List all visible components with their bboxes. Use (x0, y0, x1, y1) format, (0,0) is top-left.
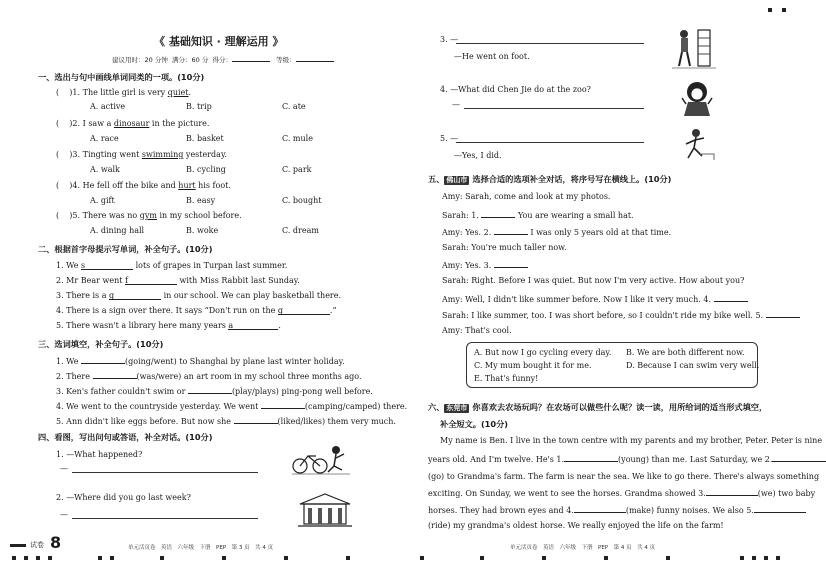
fill-item: 2. Mr Bear went f with Miss Rabbit last Sunday. (56, 276, 300, 285)
question-5: 5. — (440, 134, 459, 143)
region-tag: 东莞市 (446, 404, 468, 412)
dialogue-line: Amy: Well, I didn't like summer before. Now I like it very much. 4. (442, 293, 748, 305)
option: B. We are both different now. (626, 348, 745, 357)
section-2-heading: 二、根据首字母提示写单词，补全句子。(10分) (38, 244, 213, 254)
fill-item: 5. There wasn't a library here many years a . (56, 321, 281, 330)
section-3-heading: 三、选词填空，补全句子。(10分) (38, 339, 164, 349)
passage-line: (go) to Grandma's farm. The farm is near the sea. We like to go there. There's always something (428, 472, 820, 481)
option: D. Because I can swim very well. (626, 361, 760, 370)
girl-zoo-image (682, 80, 712, 118)
footer-text: 单元活页卷 英语 六年级 下册 PEP 第 3 页 共 4 页 (128, 545, 274, 551)
passage-line: years old. And I'm twelve. He's 1. (young) than me. Last Saturday, we 2. (428, 453, 826, 465)
dialogue-line: Sarah: I like summer, too. I was short before, so I couldn't ride my bike well. 5. (442, 309, 800, 321)
question-4: 4. —What did Chen Jie do at the zoo? (440, 85, 591, 94)
test-meta: 建议用时：20 分钟 满分：60 分 得分： 等级： (112, 53, 334, 65)
section-title: 《 基础知识 · 理解运用 》 (154, 35, 284, 48)
dialogue-line: Amy: Yes. 2. I was only 5 years old at that time. (442, 228, 672, 237)
section-1-heading: 一、选出与句中画线单词同类的一项。(10分) (38, 72, 205, 82)
choice-item: 3. Ken's father couldn't swim or (play/plays) ping-pong well before. (56, 387, 373, 396)
fill-item: 1. We s lots of grapes in Turpan last summer. (56, 261, 288, 270)
passage-line: My name is Ben. I live in the town centre with my parents and my brother, Peter. Peter is nine (440, 436, 823, 445)
page-badge: 8 (50, 533, 62, 552)
footer-text: 单元活页卷 英语 六年级 下册 PEP 第 4 页 共 4 页 (510, 545, 656, 551)
section-4-heading: 四、看图，写出问句或答语，补全对话。(10分) (38, 432, 213, 442)
passage-line: (ride) my grandma's oldest horse. We really enjoyed the life on the farm! (428, 521, 724, 530)
question-3: 3. — (440, 35, 459, 44)
question-1: 1. —What happened? (56, 450, 143, 459)
building-image (296, 492, 354, 528)
passage-line: horses. They had brown eyes and 4. (make) funny noises. We also 5. (428, 504, 806, 516)
right-page: 3. — —He went on foot. 4. —What did Chen Jie do at the zoo? — 5. — —Yes, I did. 五、 佛山市 选择合适的选项补全对话，将序号写在横线上。(10分) Amy: Sarah, come and look at my photos. Sarah: 1. You are wearing a small hat. Amy: Yes. 2. I was only 5 years old at that time. Sarah: You're much taller now. Amy: Yes. 3. Sarah: Right. Before I was quiet. But now I'm very active. How about you? Amy: Well, I didn't like summer before. Now I like it very much. 4. Sarah: I like summer, too. I was short before, so I couldn't ride my bike well. 5. Amy: That's cool. A. But now I go cycling every day. B. We are both different now. C. My mum bought it for me. D. Because I can swim very well. E. That's funny! 六、 东莞市 你喜欢去农场玩吗？在农场可以做些什么呢？读一读，用所给词的适当形式填空， 补全短文。(10分) My name is Ben. I live in the town centre with my parents and my brother, Peter. Peter is nine years old. And I'm twelve. He's 1. (young) than me. Last Saturday, we 2. (go) to Grandma's farm. The farm is near the sea. We like to go there. There's always something exciting. On Sunday, we went to see the horses. Grandma showed 3. (we) two baby horses. They had brown eyes and 4. (make) funny noises. We also 5. (ride) my grandma's oldest horse. We really enjoyed the life on the farm! 单元活页卷 英语 六年级 下册 PEP 第 4 页 共 4 页 (400, 0, 800, 566)
dialogue-line: Amy: Sarah, come and look at my photos. (442, 192, 611, 201)
walking-boy-image (672, 28, 716, 70)
left-page: 《 基础知识 · 理解运用 》 建议用时：20 分钟 满分：60 分 得分： 等级： 一、选出与句中画线单词同类的一项。(10分) ( )1. The little girl is very quiet. A. active B. trip C. ate ( )2. I saw a dinosaur in the picture. A. race B. basket C. mule ( )3. Tingting went swimming yesterday. A. walk B. cycling C. park ( )4. He fell off the bike and hurt his foot. A. gift B. easy C. bought ( )5. There was no gym in my school before. A. dining hall B. woke C. dream 二、根据首字母提示写单词，补全句子。(10分) 1. We s lots of grapes in Turpan last summer. 2. Mr Bear went f with Miss Rabbit last Sunday. 3. There is a g in our school. We can play basketball there. 4. There is a sign over there. It says “Don't run on the g .” 5. There wasn't a library here many years a . 三、选词填空，补全句子。(10分) 1. We (going/went) to Shanghai by plane last winter holiday. 2. There (was/were) an art room in my school three months ago. 3. Ken's father couldn't swim or (play/plays) ping-pong well before. 4. We went to the countryside yesterday. We went (camping/camped) there. 5. Ann didn't like eggs before. But now she (liked/likes) them very much. 四、看图，写出问句或答语，补全对话。(10分) 1. —What happened? — 2. —Where did you go last week? — 试卷 8 单元活页卷 英语 六年级 下册 PEP 第 3 页 共 4 页 (0, 0, 400, 566)
choice-item: 4. We went to the countryside yesterday. We went (camping/camped) there. (56, 402, 408, 411)
fill-item: 3. There is a g in our school. We can play basketball there. (56, 291, 342, 300)
dialogue-line: Amy: That's cool. (442, 326, 512, 335)
passage-line: exciting. On Sunday, we went to see the horses. Grandma showed 3. (we) two baby (428, 489, 816, 498)
choice-item: 2. There (was/were) an art room in my school three months ago. (56, 372, 362, 381)
dialogue-line: Sarah: Right. Before I was quiet. But now I'm very active. How about you? (442, 276, 745, 285)
dialogue-line: Sarah: 1. You are wearing a small hat. (442, 211, 634, 220)
option: C. My mum bought it for me. (474, 361, 592, 370)
region-tag: 佛山市 (446, 176, 468, 184)
answer-5: —Yes, I did. (454, 151, 502, 160)
answer-line (72, 472, 258, 473)
choice-item: 5. Ann didn't like eggs before. But now she (liked/likes) them very much. (56, 417, 396, 426)
dialogue-line: Sarah: You're much taller now. (442, 243, 567, 252)
option: A. But now I go cycling every day. (474, 348, 612, 357)
section-6-heading: 六、 东莞市 你喜欢去农场玩吗？在农场可以做些什么呢？读一读，用所给词的适当形式填空， (428, 402, 768, 412)
fill-item: 4. There is a sign over there. It says “Don't run on the g .” (56, 306, 337, 315)
answer-3: —He went on foot. (454, 52, 530, 61)
question-2: 2. —Where did you go last week? (56, 493, 191, 502)
option: E. That's funny! (474, 374, 539, 383)
choice-item: 1. We (going/went) to Shanghai by plane last winter holiday. (56, 357, 345, 366)
answer-line (72, 518, 258, 519)
boy-running-image (680, 128, 716, 162)
dialogue-line: Amy: Yes. 3. (442, 259, 528, 271)
section-5-heading: 五、 佛山市 选择合适的选项补全对话，将序号写在横线上。(10分) (428, 174, 672, 184)
page-label: 试卷 (30, 541, 44, 549)
bike-accident-image (290, 440, 352, 476)
